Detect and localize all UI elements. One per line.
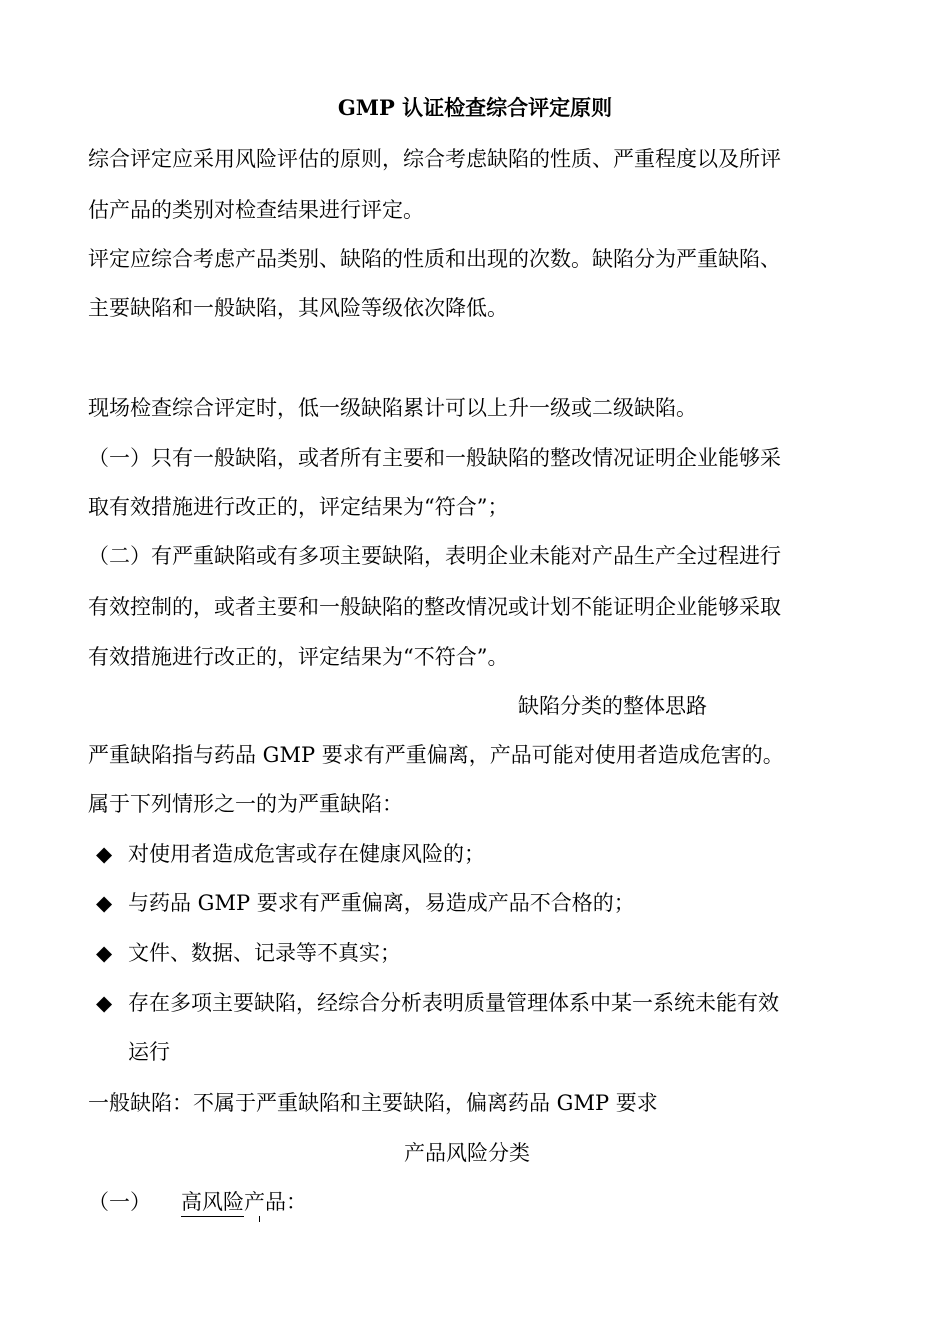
paragraph-line: 主要缺陷和一般缺陷，其风险等级依次降低。	[88, 296, 508, 320]
list-item	[96, 889, 635, 917]
paragraph-line: 有效措施进行改正的，评定结果为“不符合”。	[88, 645, 509, 669]
risk-category-item	[88, 1188, 307, 1216]
list-item-text: 文件、数据、记录等不真实；	[128, 941, 401, 965]
diamond-bullet-icon: ◆	[96, 891, 113, 915]
diamond-bullet-icon: ◆	[96, 991, 113, 1015]
paragraph-line: 综合评定应采用风险评估的原则，综合考虑缺陷的性质、严重程度以及所评	[88, 147, 781, 171]
paragraph-line: 严重缺陷指与药品 GMP 要求有严重偏离，产品可能对使用者造成危害的。	[88, 743, 784, 767]
list-item-text: 与药品 GMP 要求有严重偏离，易造成产品不合格的；	[128, 891, 635, 915]
high-risk-label: 高风险	[181, 1190, 244, 1217]
paragraph-line: 有效控制的，或者主要和一般缺陷的整改情况或计划不能证明企业能够采取	[88, 595, 781, 619]
document-title: GMP 认证检查综合评定原则	[337, 95, 613, 120]
paragraph-line: 估产品的类别对检查结果进行评定。	[88, 198, 424, 222]
item-label-rest: 产品：	[244, 1190, 307, 1214]
section-heading-defect-classification: 缺陷分类的整体思路	[518, 694, 707, 718]
list-item-text: 存在多项主要缺陷，经综合分析表明质量管理体系中某一系统未能有效	[128, 991, 779, 1015]
diamond-bullet-icon: ◆	[96, 842, 113, 866]
paragraph-line: 评定应综合考虑产品类别、缺陷的性质和出现的次数。缺陷分为严重缺陷、	[88, 247, 781, 271]
section-heading-product-risk: 产品风险分类	[404, 1141, 530, 1165]
paragraph-line: 取有效措施进行改正的，评定结果为“符合”；	[88, 495, 509, 519]
paragraph-line: 现场检查综合评定时，低一级缺陷累计可以上升一级或二级缺陷。	[88, 396, 697, 420]
paragraph-line: 属于下列情形之一的为严重缺陷：	[88, 792, 403, 816]
paragraph-line: （一）只有一般缺陷，或者所有主要和一般缺陷的整改情况证明企业能够采	[88, 446, 781, 470]
item-number: （一）	[88, 1190, 151, 1214]
list-item-continuation: 运行	[128, 1040, 170, 1064]
underline-end-mark	[259, 1216, 260, 1222]
paragraph-line: （二）有严重缺陷或有多项主要缺陷，表明企业未能对产品生产全过程进行	[88, 544, 781, 568]
list-item	[96, 939, 401, 967]
diamond-bullet-icon: ◆	[96, 941, 113, 965]
list-item	[96, 989, 779, 1017]
list-item-text: 对使用者造成危害或存在健康风险的；	[128, 842, 485, 866]
paragraph-line: 一般缺陷：不属于严重缺陷和主要缺陷，偏离药品 GMP 要求	[88, 1091, 658, 1115]
list-item	[96, 840, 485, 868]
